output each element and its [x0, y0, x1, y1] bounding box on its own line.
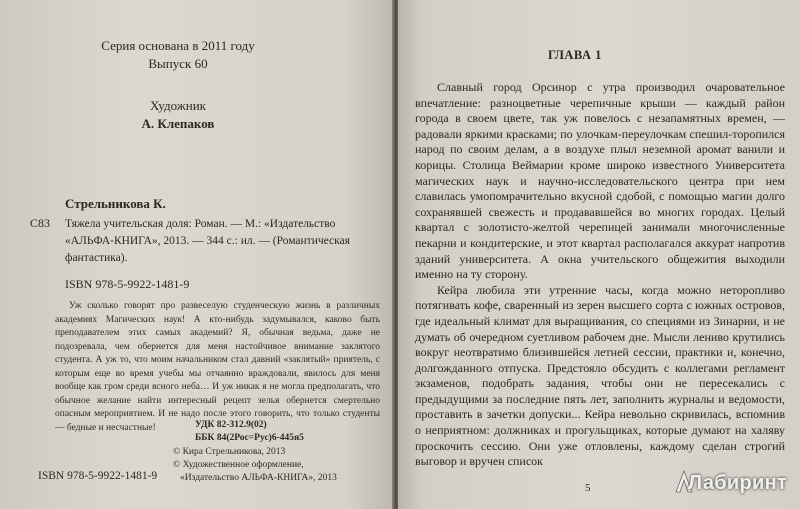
issue-line: Выпуск 60 — [148, 56, 208, 71]
udk-code: УДК 82-312.9(02) — [195, 420, 267, 430]
bbk-code: ББК 84(2Рос=Рус)6-445я5 — [195, 433, 304, 443]
author-heading: Стрельникова К. — [65, 196, 166, 211]
chapter-title: ГЛАВА 1 — [548, 48, 602, 62]
copyright-author: © Кира Стрельникова, 2013 — [173, 447, 286, 457]
artist-name: А. Клепаков — [141, 116, 215, 131]
isbn-top: ISBN 978-5-9922-1481-9 — [65, 277, 190, 291]
annotation-text: Уж сколько говорят про развеселую студенческую жизнь в различных академиях Магических наук! А кто-нибудь задумывался, каково быть преподавателем этих самых академий? Я, обычная ведьма, даже не подозревала, чем обернется для меня настойчивое внимание заклятого студента. А уж то, что моим начальником стал давний «заклятый» приятель, с которым еще во время учебы мы отчаянно враждовали, явилось для меня вообще как гром среди ясного неба… И уж никак я не могла предполагать, что обычное желание найти интересный рецепт зелья обернется смертельно опасным мероприятием. И не надо после этого говорить, что только студенты — бедные и несчастные! — [55, 301, 380, 433]
left-page — [0, 0, 394, 509]
bibliographic-record: Тяжела учительская доля: Роман. — М.: «Издательство «АЛЬФА-КНИГА», 2013. — 344 с.: ил. — (Романтическая фантастика). — [65, 218, 350, 264]
watermark-text: Лабиринт — [688, 472, 788, 494]
copyright-design: © Художественное оформление, — [173, 460, 304, 470]
paragraph: Кейра любила эти утренние часы, когда можно неторопливо потягивать кофе, сваренный из зерен высшего сорта с южных островов, где идеальный климат для выращивания, со специями из Зинарии, и не думать об очередном суетливом рабочем дне. Мысли лениво крутились вокруг неотвратимо близившейся летней сессии, практики и, конечно, долгожданного отпуска. Предстояло обсудить с коллегами регламент экзаменов, подобрать задания, чтобы они не пересекались с предыдущими за последние пять лет, заполнить журналы и ведомости, проставить в зачетки допуски... Кейра невольно скривилась, вспомнив о неприятном: должниках и прогульщиках, которые думают на халяву проскочить сессию. Они уже отловлены, каждому сделан строгий выговор и вручен список — [415, 282, 785, 469]
series-line: Серия основана в 2011 году — [101, 38, 255, 53]
copyright-publisher: «Издательство АЛЬФА-КНИГА», 2013 — [180, 473, 337, 483]
classification-code: С83 — [30, 216, 51, 230]
page-number: 5 — [585, 482, 591, 494]
artist-label: Художник — [150, 98, 206, 113]
paragraph: Славный город Орсинор с утра производил очаровательное впечатление: разноцветные черепичные крыши — каждый район города в своем цвете, так уж повелось с незапамятных времен, — радовали яркими красками; по улочкам-переулочкам спешил-торопился народ по своим делам, а в воздухе плыл неземной аромат ванили и корицы. Столица Веймарии кроме широко известного Университета магических наук и научно-исследовательского центра при нем славилась умопомрачительно вкусной сдобой, с помощью магии долго сохранявшей свежесть и продававшейся во многих городах. Целый квартал с золотисто-желтой черепицей занимали многочисленные пекарни и кондитерские, и этот квартал располагался аккурат напротив зданий университета. А окна учительского общежития выходили именно на ту сторону. — [415, 80, 785, 282]
isbn-bottom: ISBN 978-5-9922-1481-9 — [38, 470, 158, 482]
chapter-body — [415, 80, 785, 470]
